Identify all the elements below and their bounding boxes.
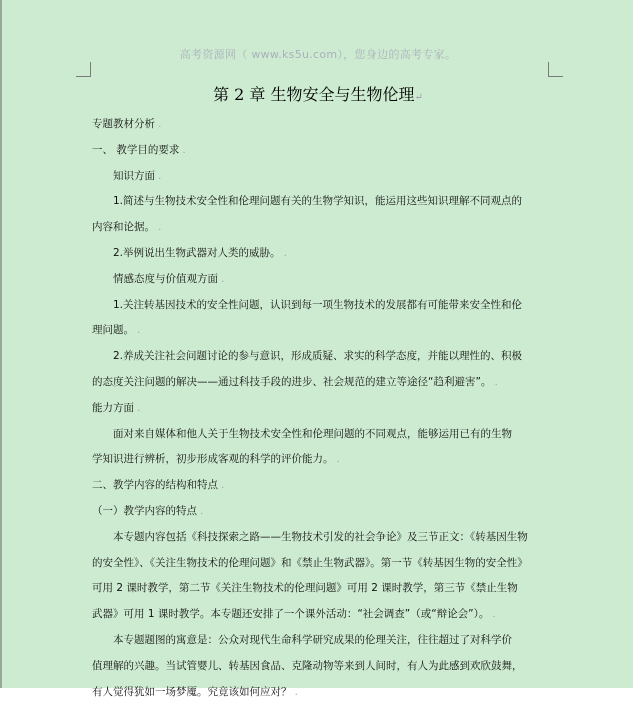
text-line: 情感态度与价值观方面 . [113, 272, 225, 285]
text-line: 1.关注转基因技术的安全性问题，认识到每一项生物技术的发展都有可能带来安全性和伦 [113, 298, 523, 311]
paragraph-mark-icon: . [218, 273, 225, 285]
paragraph [92, 189, 550, 241]
paragraph-mark-icon: . [155, 222, 162, 234]
text-line: 二、教学内容的结构和特点 . [92, 479, 225, 492]
text-line: 2.举例说出生物武器对人类的威胁。 . [113, 246, 287, 259]
text-line: 一、 教学目的要求 . [92, 143, 186, 156]
text-line: 武器》可用 1 课时教学。本专题还安排了一个课外活动：“社会调查”（或“辩论会”）。 . [92, 608, 496, 621]
paragraph [92, 344, 550, 396]
title-text: 第 2 章 生物安全与生物伦理 [213, 85, 415, 104]
paragraph-mark-icon: . [134, 325, 141, 337]
page-header: 高考资源网（ www.ks5u.com），您身边的高考专家。 [179, 48, 457, 61]
text-line: 的安全性》、《关注生物技术的伦理问题》和《禁止生物武器》。第一节《转基因生物的安全性》 [92, 556, 528, 569]
paragraph-mark-icon: . [134, 402, 141, 414]
paragraph [92, 164, 550, 190]
paragraph [92, 112, 550, 138]
paragraph [92, 422, 550, 474]
paragraph [92, 473, 550, 499]
text-line: 有人觉得犹如一场梦魇。究竟该如何应对？ . [92, 685, 298, 698]
document-body[interactable] [92, 112, 550, 705]
text-line: 1.简述与生物技术安全性和伦理问题有关的生物学知识，能运用这些知识理解不同观点的 [113, 195, 523, 208]
text-line: 值理解的兴趣。当试管婴儿、转基因食品、克隆动物等来到人间时，有人为此感到欢欣鼓舞， [92, 659, 523, 672]
text-line: 能力方面 . [92, 401, 141, 414]
paragraph-mark-icon: . [197, 505, 204, 517]
text-line: 知识方面 . [113, 169, 162, 182]
text-line: 内容和论据。 . [92, 221, 162, 234]
paragraph-mark-icon: . [218, 480, 225, 492]
margin-corner-top-right [548, 62, 563, 77]
text-line: 可用 2 课时教学，第二节《关注生物技术的伦理问题》可用 2 课时教学，第三节《禁止生物 [92, 582, 518, 595]
paragraph [92, 525, 550, 628]
paragraph-mark-icon: . [291, 686, 298, 698]
text-line: 学知识进行辨析，初步形成客观的科学的评价能力。 . [92, 453, 340, 466]
text-line: 本专题题图的寓意是：公众对现代生命科学研究成果的伦理关注，往往超过了对科学价 [113, 633, 512, 646]
paragraph [92, 138, 550, 164]
paragraph-mark-icon: . [491, 376, 498, 388]
paragraph [92, 396, 550, 422]
text-line: 面对来自媒体和他人关于生物技术安全性和伦理问题的不同观点，能够运用已有的生物 [113, 427, 512, 440]
paragraph-mark-icon: . [155, 119, 162, 130]
paragraph [92, 267, 550, 293]
text-line: 理问题。 . [92, 324, 141, 337]
paragraph [92, 293, 550, 345]
text-line: 专题教材分析 . [92, 118, 162, 130]
margin-corner-top-left [76, 62, 91, 77]
paragraph [92, 241, 550, 267]
paragraph-mark-icon: . [489, 609, 496, 621]
paragraph [92, 628, 550, 705]
paragraph-mark-icon: . [155, 170, 162, 182]
paragraph [92, 499, 550, 525]
paragraph-mark-icon: ↵ [414, 92, 423, 103]
paragraph-mark-icon: . [333, 454, 340, 466]
paragraph-mark-icon: . [280, 247, 287, 259]
text-line: 2.养成关注社会问题讨论的参与意识，形成质疑、求实的科学态度，并能以理性的、积极 [113, 350, 523, 363]
text-line: 的态度关注问题的解决——通过科技手段的进步、社会规范的建立等途径“趋利避害”。 . [92, 375, 498, 388]
paragraph-mark-icon: . [179, 144, 186, 156]
text-line: 本专题内容包括《科技探索之路——生物技术引发的社会争论》及三节正文：《转基因生物 [113, 530, 528, 543]
document-title [0, 82, 636, 105]
text-line: （一）教学内容的特点 . [92, 504, 204, 517]
